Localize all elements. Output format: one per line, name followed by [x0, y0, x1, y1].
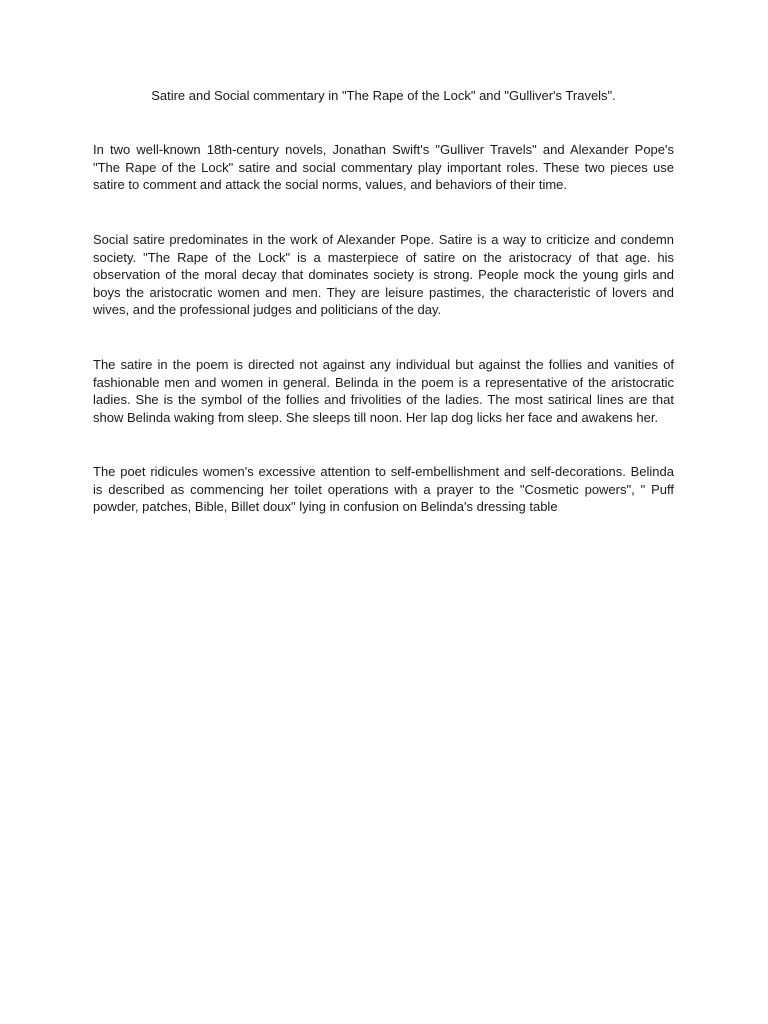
- paragraph-belinda: The satire in the poem is directed not against any individual but against the follies and vanities of fashionable men and women in general. Belinda in the poem is a representative of the aristocratic ladies. She is the symbol of the follies and frivolities of the ladies. The most satirical lines are that show Belinda waking from sleep. She sleeps till noon. Her lap dog licks her face and awakens her.: [93, 357, 674, 425]
- paragraph-intro: In two well-known 18th-century novels, Jonathan Swift's "Gulliver Travels" and Alexander Pope's "The Rape of the Lock" satire and social commentary play important roles. These two pieces use satire to comment and attack the social norms, values, and behaviors of their time.: [93, 142, 674, 193]
- document-title: Satire and Social commentary in "The Rape of the Lock" and "Gulliver's Travels".: [151, 88, 616, 103]
- paragraph-pope-satire: Social satire predominates in the work of Alexander Pope. Satire is a way to criticize and condemn society. "The Rape of the Lock" is a masterpiece of satire on the aristocracy of that age. his observation of the moral decay that dominates society is strong. People mock the young girls and boys the aristocratic women and men. They are leisure pastimes, the characteristic of lovers and wives, and the professional judges and politicians of the day.: [93, 232, 674, 318]
- paragraph-toilet: The poet ridicules women's excessive attention to self-embellishment and self-decorations. Belinda is described as commencing her toilet operations with a prayer to the "Cosmetic powers", " Puff powder, patches, Bible, Billet doux" lying in confusion on Belinda's dressing table: [93, 464, 674, 515]
